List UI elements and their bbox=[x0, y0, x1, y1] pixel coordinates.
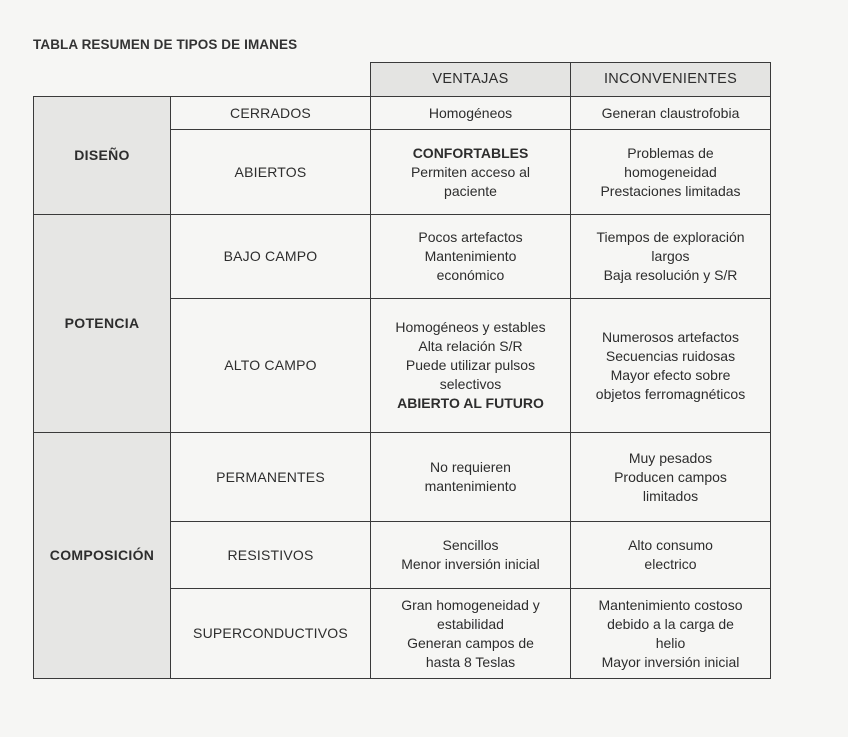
magnet-type-cell: PERMANENTES bbox=[171, 433, 371, 522]
disadvantages-cell bbox=[571, 97, 771, 130]
cell-line: CONFORTABLES bbox=[412, 144, 529, 161]
advantages-cell bbox=[371, 299, 571, 433]
cell-line: Alto consumo bbox=[628, 537, 713, 553]
cell-line: Prestaciones limitadas bbox=[600, 182, 741, 199]
cell-line: Puede utilizar pulsos bbox=[405, 357, 536, 373]
disadvantages-cell bbox=[571, 522, 771, 589]
cell-line: Mantenimiento costoso bbox=[598, 596, 743, 613]
disadvantages-cell bbox=[571, 130, 771, 215]
cell-line: Mayor efecto sobre bbox=[610, 366, 731, 383]
cell-line: selectivos bbox=[439, 376, 502, 392]
empty-corner bbox=[34, 63, 371, 97]
table-row bbox=[34, 215, 771, 299]
table-row bbox=[34, 97, 771, 130]
advantages-cell bbox=[371, 215, 571, 299]
cell-line: electrico bbox=[644, 556, 697, 572]
cell-line: paciente bbox=[444, 182, 497, 199]
magnet-type-cell: SUPERCONDUCTIVOS bbox=[171, 589, 371, 679]
magnet-type-cell: BAJO CAMPO bbox=[171, 215, 371, 299]
category-cell: COMPOSICIÓN bbox=[34, 433, 171, 679]
cell-line: Numerosos artefactos bbox=[602, 328, 739, 345]
cell-line: Generan claustrofobia bbox=[601, 104, 740, 121]
cell-line: Muy pesados bbox=[628, 449, 713, 466]
cell-line: Sencillos bbox=[442, 537, 499, 553]
cell-line: Tiempos de exploración bbox=[596, 229, 745, 245]
cell-line: Pocos artefactos bbox=[418, 229, 523, 245]
cell-line: Gran homogeneidad y bbox=[401, 596, 540, 613]
cell-line: Alta relación S/R bbox=[418, 338, 523, 354]
cell-line: mantenimiento bbox=[424, 478, 517, 494]
cell-line: Permiten acceso al bbox=[410, 163, 531, 180]
disadvantages-cell bbox=[571, 215, 771, 299]
cell-line: limitados bbox=[642, 487, 699, 504]
advantages-cell bbox=[371, 97, 571, 130]
cell-line: estabilidad bbox=[437, 615, 504, 632]
category-cell: DISEÑO bbox=[34, 97, 171, 215]
cell-line: Secuencias ruidosas bbox=[605, 347, 736, 364]
column-header-advantages: VENTAJAS bbox=[371, 63, 571, 97]
magnet-type-cell: CERRADOS bbox=[171, 97, 371, 130]
cell-line: Generan campos de bbox=[407, 634, 534, 651]
cell-line: Mayor inversión inicial bbox=[601, 653, 740, 670]
table-title: TABLA RESUMEN DE TIPOS DE IMANES bbox=[33, 37, 298, 52]
table-row bbox=[34, 433, 771, 522]
magnet-type-cell: ALTO CAMPO bbox=[171, 299, 371, 433]
cell-line: Homogéneos y estables bbox=[395, 319, 546, 335]
magnet-types-table bbox=[33, 62, 771, 679]
cell-line: helio bbox=[655, 634, 686, 651]
advantages-cell bbox=[371, 589, 571, 679]
cell-line: debido a la carga de bbox=[607, 615, 734, 632]
cell-line: económico bbox=[436, 267, 505, 283]
disadvantages-cell bbox=[571, 433, 771, 522]
cell-line: objetos ferromagnéticos bbox=[595, 385, 746, 402]
disadvantages-cell bbox=[571, 589, 771, 679]
cell-line: Homogéneos bbox=[428, 104, 513, 121]
cell-line: hasta 8 Teslas bbox=[425, 653, 516, 670]
cell-line: Mantenimiento bbox=[424, 248, 517, 264]
cell-line: largos bbox=[651, 248, 690, 264]
category-cell: POTENCIA bbox=[34, 215, 171, 433]
advantages-cell bbox=[371, 522, 571, 589]
cell-line: Baja resolución y S/R bbox=[603, 267, 738, 283]
cell-line: Menor inversión inicial bbox=[401, 556, 540, 572]
table-body bbox=[34, 63, 771, 679]
disadvantages-cell bbox=[571, 299, 771, 433]
column-header-disadvantages: INCONVENIENTES bbox=[571, 63, 771, 97]
header-row bbox=[34, 63, 771, 97]
magnet-type-cell: RESISTIVOS bbox=[171, 522, 371, 589]
advantages-cell bbox=[371, 130, 571, 215]
cell-line: homogeneidad bbox=[624, 163, 717, 180]
cell-line: Problemas de bbox=[627, 144, 714, 161]
cell-line: No requieren bbox=[430, 459, 511, 475]
advantages-cell bbox=[371, 433, 571, 522]
cell-line: ABIERTO AL FUTURO bbox=[397, 395, 544, 411]
cell-line: Producen campos bbox=[614, 468, 727, 485]
magnet-type-cell: ABIERTOS bbox=[171, 130, 371, 215]
